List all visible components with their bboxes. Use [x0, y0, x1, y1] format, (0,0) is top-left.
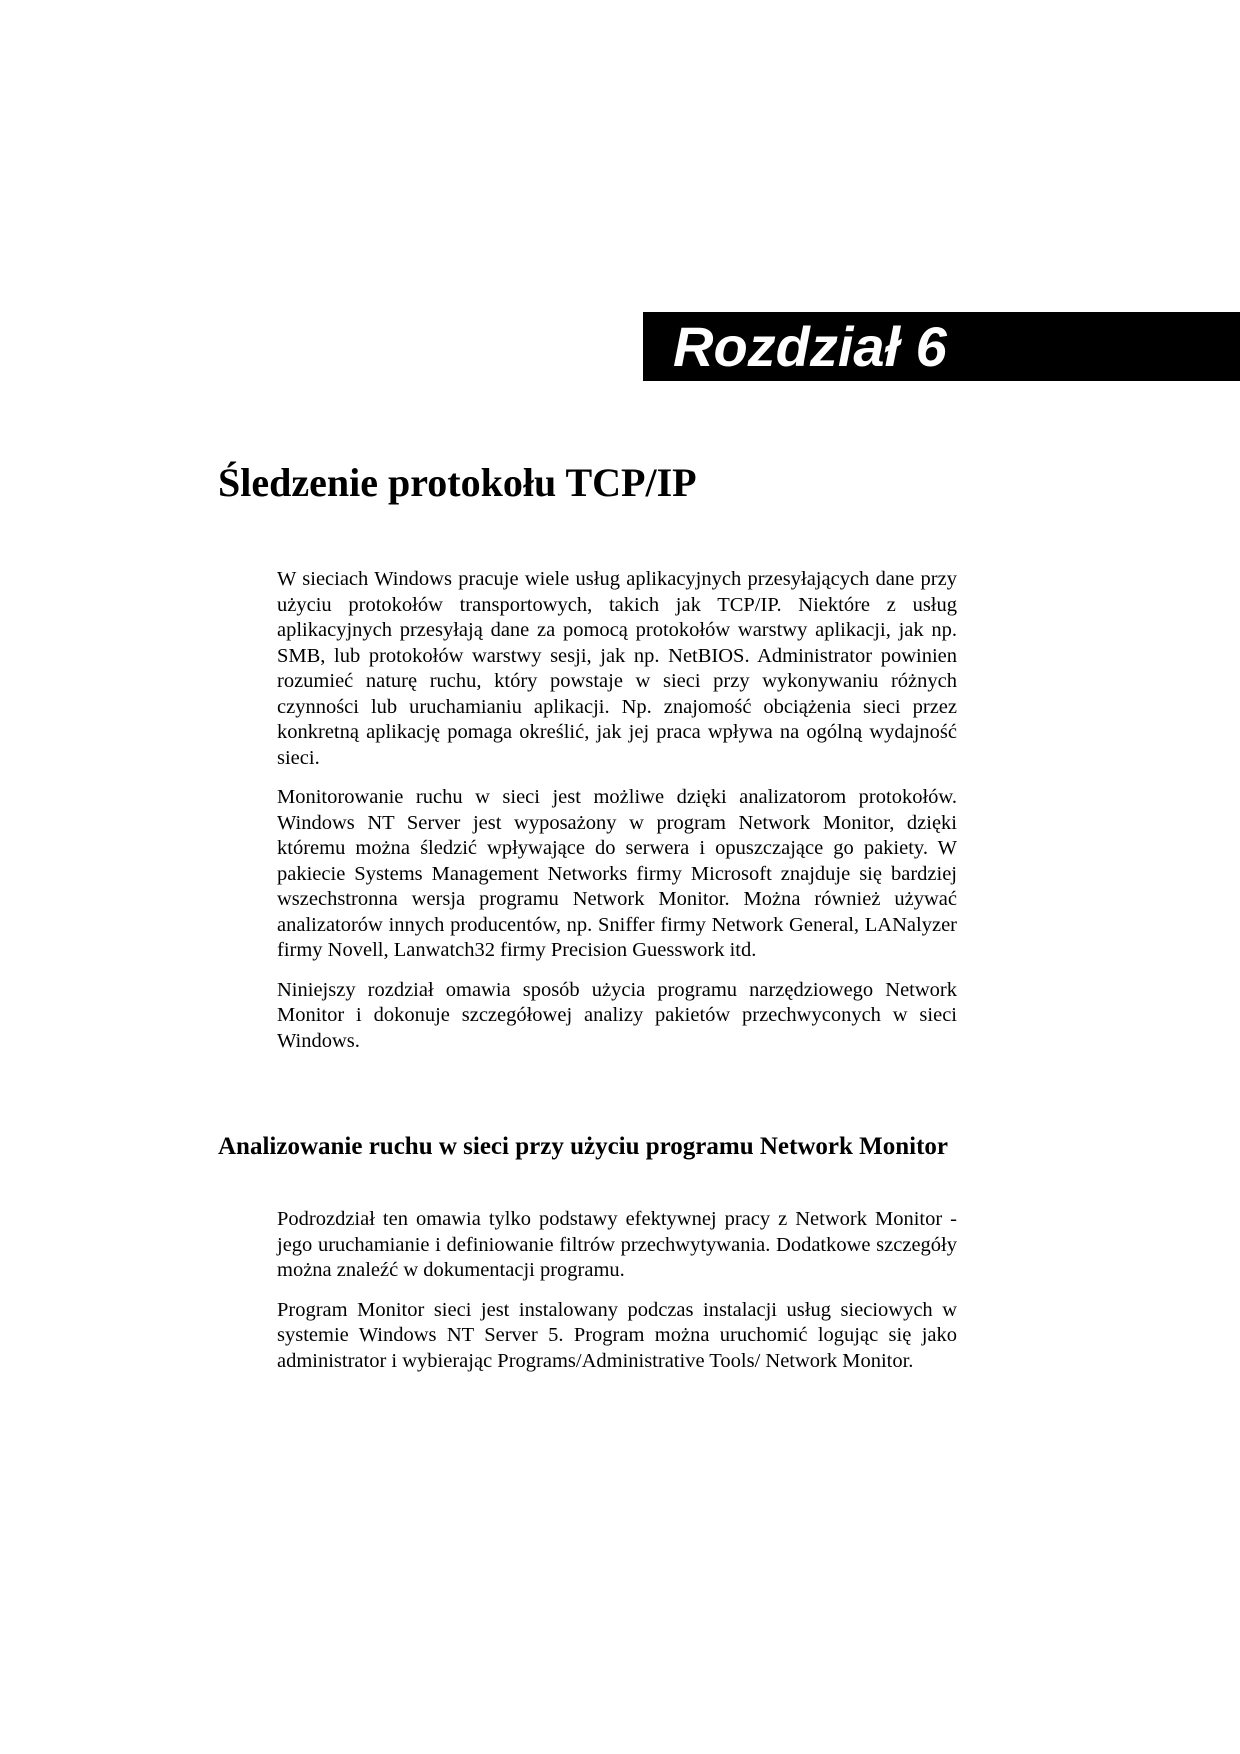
intro-paragraph-3: Niniejszy rozdział omawia sposób użycia programu narzędziowego Network Monitor i dokonuje szczegółowej analizy pakietów przechwyconych w sieci Windows. [277, 978, 957, 1052]
section-paragraph-1: Podrozdział ten omawia tylko podstawy efektywnej pracy z Network Monitor - jego uruchamianie i definiowanie filtrów przechwytywania. Dodatkowe szczegóły można znaleźć w dokumentacji programu. [277, 1208, 957, 1281]
network-monitor-section [277, 1207, 957, 1388]
chapter-banner [643, 312, 1240, 381]
intro-paragraph-1: W sieciach Windows pracuje wiele usług aplikacyjnych przesyłających dane przy użyciu protokołów transportowych, takich jak TCP/IP. Niektóre z usług aplikacyjnych przesyłają dane za pomocą protokołów warstwy aplikacji, jak np. SMB, lub protokołów warstwy sesji, jak np. NetBIOS. Administrator powinien rozumieć naturę ruchu, który powstaje w sieci przy wykonywaniu różnych czynności lub uruchamianiu aplikacji. Np. znajomość obciążenia sieci przez konkretną aplikację pomaga określić, jak jej praca wpływa na ogólną wydajność sieci. [277, 568, 957, 769]
section-heading: Analizowanie ruchu w sieci przy użyciu programu Network Monitor [218, 1133, 949, 1160]
section-paragraph-2: Program Monitor sieci jest instalowany podczas instalacji usług sieciowych w systemie Windows NT Server 5. Program można uruchomić logując się jako administrator i wybierając Programs/Administrative Tools/ Network Monitor. [277, 1298, 957, 1372]
chapter-label: Rozdział 6 [673, 315, 947, 378]
chapter-title: Śledzenie protokołu TCP/IP [218, 460, 697, 505]
intro-paragraph-2: Monitorowanie ruchu w sieci jest możliwe dzięki analizatorom protokołów. Windows NT Server jest wyposażony w program Network Monitor, dzięki któremu można śledzić wpływające do serwera i opuszczające go pakiety. W pakiecie Systems Management Networks firmy Microsoft znajduje się bardziej wszechstronna wersja programu Network Monitor. Można również używać analizatorów innych producentów, np. Sniffer firmy Network General, LANalyzer firmy Novell, Lanwatch32 firmy Precision Guesswork itd. [277, 786, 957, 961]
intro-section [277, 567, 957, 1068]
